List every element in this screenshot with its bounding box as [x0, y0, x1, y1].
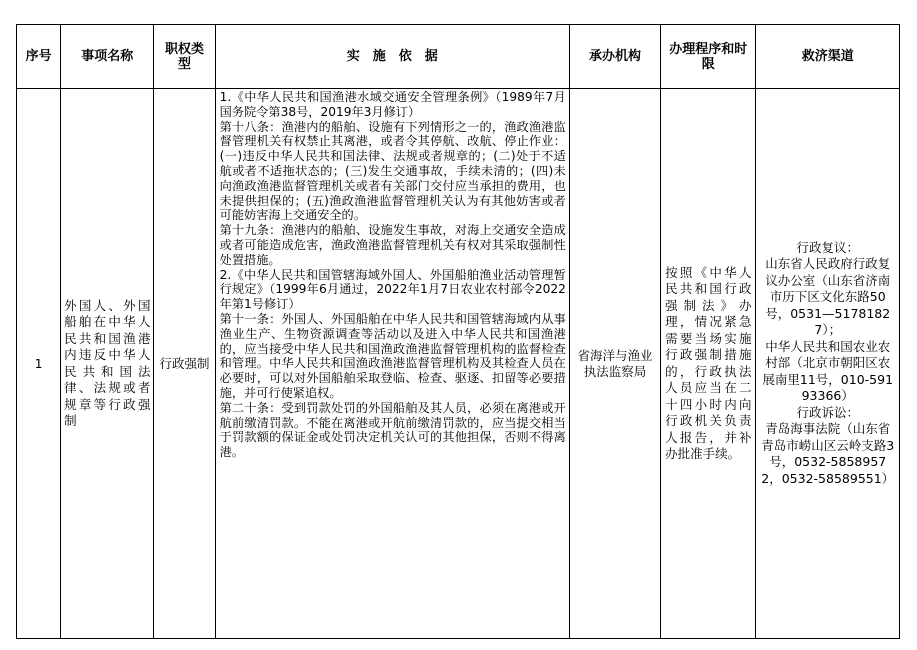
basis-article-11: 第十一条：外国人、外国船舶在中华人民共和国管辖海域内从事渔业生产、生物资源调查等活动以及进入中华人民共和国渔港的，应当接受中华人民共和国渔政渔港监督管理机构的监督检查和管理。中华人民共和国渔政渔港监督管理机构及其检查人员在必要时，可以对外国船舶采取登临、检查、驱逐、扣留等必要措施，并可行使紧追权。: [219, 311, 566, 400]
header-seq: 序号: [17, 25, 61, 89]
remedy-litigation-court: 青岛海事法院（山东省青岛市崂山区云岭支路3号，0532-58589572，0532-58589551）: [761, 421, 895, 486]
cell-basis: [215, 89, 569, 639]
header-remedy: 救济渠道: [756, 25, 900, 89]
cell-procedure: 按照《中华人民共和国行政强制法》办理，情况紧急需要当场实施行政强制措施的，行政执法人员应当在二十四小时内向行政机关负责人报告，并补办批准手续。: [661, 89, 756, 639]
basis-law-1: 1.《中华人民共和国渔港水域交通安全管理条例》（1989年7月国务院令第38号，2019年3月修订）: [219, 90, 566, 119]
header-row: [17, 25, 900, 89]
table-row: [17, 89, 900, 639]
remedy-reconsideration-ministry: 中华人民共和国农业农村部（北京市朝阳区农展南里11号，010-59193366）: [762, 338, 894, 404]
header-org: 承办机构: [569, 25, 660, 89]
cell-org: 省海洋与渔业执法监察局: [569, 89, 660, 639]
basis-article-19: 第十九条：渔港内的船舶、设施发生事故，对海上交通安全造成或者可能造成危害，渔政渔港监督管理机关有权对其采取强制性处置措施。: [219, 223, 566, 267]
basis-law-2: 2.《中华人民共和国管辖海域外国人、外国船舶渔业活动管理暂行规定》（1999年6月通过，2022年1月7日农业农村部令2022年第1号修订）: [219, 267, 566, 312]
cell-type: 行政强制: [154, 89, 215, 639]
basis-article-18: 第十八条：渔港内的船舶、设施有下列情形之一的，渔政渔港监督管理机关有权禁止其离港，或者令其停航、改航、停止作业：(一)违反中华人民共和国法律、法规或者规章的；(二)处于不适航或者不适拖状态的；(三)发生交通事故，手续未清的；(四)未向渔政渔港监督管理机关或者有关部门交付应当承担的费用，也未提供担保的；(五)渔政渔港监督管理机关认为有其他妨害或者可能妨害海上交通安全的。: [219, 119, 566, 223]
header-procedure: 办理程序和时限: [661, 25, 756, 89]
cell-name: 外国人、外国船舶在中华人民共和国渔港内违反中华人民共和国法律、法规或者规章等行政强制: [61, 89, 154, 639]
header-name: 事项名称: [61, 25, 154, 89]
header-basis: 实 施 依 据: [215, 25, 569, 89]
remedy-litigation-label: 行政诉讼：: [796, 404, 859, 420]
cell-seq: 1: [17, 89, 61, 639]
remedy-reconsideration-provincial: 山东省人民政府行政复议办公室（山东省济南市历下区文化东路50号，0531—51781827）；: [765, 256, 891, 338]
power-list-table: [16, 24, 900, 639]
cell-remedy: [756, 89, 900, 639]
header-type: 职权类型: [154, 25, 215, 89]
remedy-reconsideration-label: 行政复议：: [796, 239, 859, 255]
basis-article-20: 第二十条：受到罚款处罚的外国船舶及其人员，必须在离港或开航前缴清罚款。不能在离港或开航前缴清罚款的，应当提交相当于罚款额的保证金或处罚决定机关认可的其他担保，否则不得离港。: [219, 400, 566, 460]
